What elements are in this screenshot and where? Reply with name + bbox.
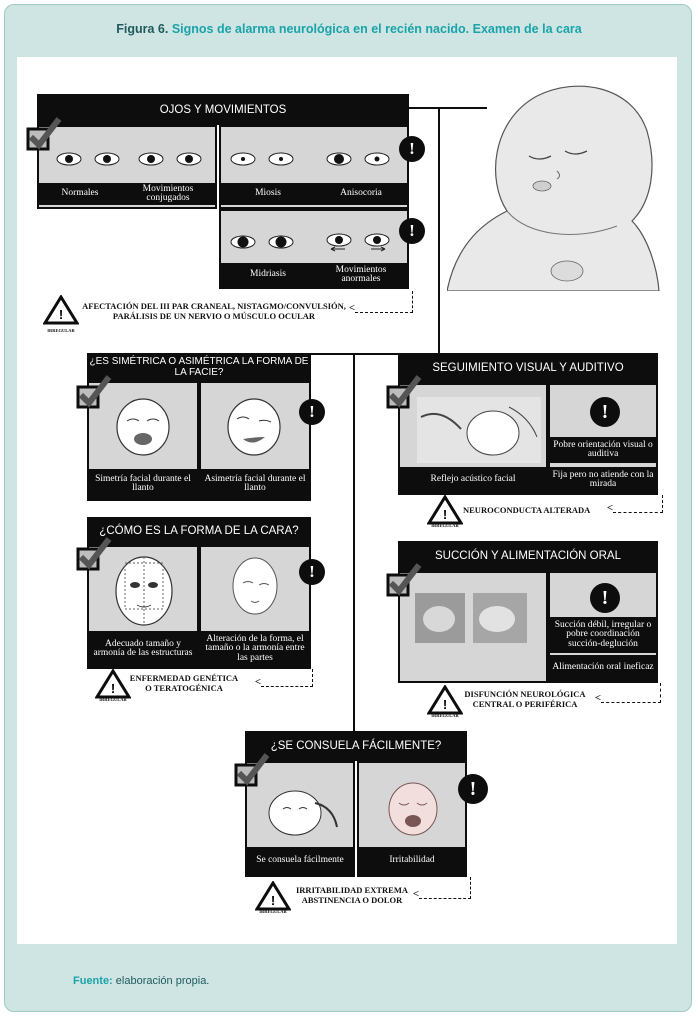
consuela-normal-caption: Se consuela fácilmente bbox=[247, 847, 353, 875]
consuela-header: ¿SE CONSUELA FÁCILMENTE? bbox=[245, 731, 467, 761]
succion-header: SUCCIÓN Y ALIMENTACIÓN ORAL bbox=[398, 541, 658, 571]
check-icon bbox=[75, 537, 115, 577]
connector-line bbox=[438, 107, 440, 355]
diagram-canvas bbox=[17, 57, 677, 944]
seguimiento-header: SEGUIMIENTO VISUAL Y AUDITIVO bbox=[398, 353, 658, 383]
dashed-connector bbox=[355, 291, 413, 313]
ojos-miosis-caption: Miosis bbox=[221, 183, 315, 205]
source-label: Fuente: bbox=[73, 975, 113, 987]
facie-abnormal-caption: Asimetría facial durante el llanto bbox=[201, 469, 309, 499]
connector-line bbox=[353, 353, 355, 733]
forma-normal-caption: Adecuado tamaño y armonía de las estructuras bbox=[89, 631, 197, 667]
ojos-normales-caption: Normales bbox=[39, 183, 121, 205]
forma-abnormal-caption: Alteración de la forma, el tamaño o la armonía entre las partes bbox=[201, 631, 309, 667]
figure-title bbox=[0, 22, 698, 36]
succion-abnormal-caption-2: Alimentación oral ineficaz bbox=[550, 655, 656, 681]
warning-icon: ! bbox=[590, 397, 620, 427]
asymmetric-crying-face-illustration bbox=[223, 395, 285, 457]
sucking-photos-illustration bbox=[415, 593, 529, 643]
ojos-anormales-caption: Movimientos anormales bbox=[315, 263, 407, 287]
figure-title-text: Signos de alarma neurológica en el recién nacido. Examen de la cara bbox=[171, 22, 582, 36]
dashed-connector bbox=[601, 683, 661, 703]
irregular-label: IRREGULAR bbox=[431, 713, 459, 718]
warning-icon: ! bbox=[590, 583, 620, 613]
source-text: elaboración propia. bbox=[115, 975, 210, 987]
irregular-label: IRREGULAR bbox=[431, 523, 459, 528]
figure-label: Figura 6. bbox=[116, 22, 169, 36]
dashed-connector bbox=[419, 877, 471, 899]
figure-source bbox=[73, 975, 209, 987]
ojos-midriasis-caption: Midriasis bbox=[221, 263, 315, 287]
eyes-miosis-icon bbox=[227, 149, 401, 169]
svg-text:!: ! bbox=[58, 307, 64, 322]
succion-warning-text: DISFUNCIÓN NEUROLÓGICA CENTRAL O PERIFÉRICA bbox=[464, 689, 586, 709]
forma-header: ¿CÓMO ES LA FORMA DE LA CARA? bbox=[87, 517, 311, 545]
seguimiento-abnormal-caption-1: Pobre orientación visual o auditiva bbox=[550, 437, 656, 463]
check-icon bbox=[75, 375, 115, 415]
dashed-connector bbox=[613, 495, 663, 513]
ojos-anisocoria-caption: Anisocoria bbox=[315, 183, 407, 205]
seguimiento-abnormal-caption-2: Fija pero no atiende con la mirada bbox=[550, 467, 656, 493]
consuela-abnormal-caption: Irritabilidad bbox=[359, 847, 465, 875]
irregular-warning-icon bbox=[43, 295, 79, 329]
svg-text:!: ! bbox=[442, 697, 448, 712]
dashed-arrow-icon: < bbox=[606, 502, 614, 514]
dashed-arrow-icon: < bbox=[348, 302, 356, 314]
ojos-warning-text: AFECTACIÓN DEL III PAR CRANEAL, NISTAGMO/CONVULSIÓN, PARÁLISIS DE UN NERVIO O MÚSCULO OCULAR bbox=[82, 301, 346, 321]
succion-abnormal-caption-1: Succión débil, irregular o pobre coordinación succión-deglución bbox=[550, 617, 656, 653]
irregular-label: IRREGULAR bbox=[47, 328, 75, 333]
dashed-arrow-icon: < bbox=[254, 676, 262, 688]
dashed-arrow-icon: < bbox=[594, 692, 602, 704]
warning-icon: ! bbox=[399, 218, 425, 244]
dashed-arrow-icon: < bbox=[412, 888, 420, 900]
eyes-midriasis-icon bbox=[227, 232, 401, 252]
ojos-conjugados-caption: Movimientos conjugados bbox=[121, 183, 215, 205]
facie-header: ¿ES SIMÉTRICA O ASIMÉTRICA LA FORMA DE LA FACIE? bbox=[87, 353, 311, 381]
warning-icon: ! bbox=[399, 136, 425, 162]
irregular-label: IRREGULAR bbox=[99, 697, 127, 702]
svg-text:!: ! bbox=[110, 681, 116, 696]
irregular-label: IRREGULAR bbox=[259, 909, 287, 914]
acoustic-reflex-illustration bbox=[417, 397, 541, 463]
consuela-warning-text: IRRITABILIDAD EXTREMA ABSTINENCIA O DOLOR bbox=[295, 885, 408, 905]
seguimiento-normal-caption: Reflejo acústico facial bbox=[400, 467, 546, 493]
altered-face-illustration bbox=[225, 553, 285, 619]
dashed-connector bbox=[261, 669, 313, 687]
newborn-illustration bbox=[447, 71, 663, 291]
crying-baby-illustration bbox=[383, 779, 443, 839]
facie-normal-caption: Simetría facial durante el llanto bbox=[89, 469, 197, 499]
warning-icon: ! bbox=[299, 559, 325, 585]
forma-warning-text: ENFERMEDAD GENÉTICA O TERATOGÉNICA bbox=[129, 673, 239, 693]
symmetric-crying-face-illustration bbox=[113, 395, 173, 457]
seguimiento-warning-text: NEUROCONDUCTA ALTERADA bbox=[463, 505, 591, 515]
ojos-header: OJOS Y MOVIMIENTOS bbox=[37, 94, 409, 125]
svg-text:!: ! bbox=[442, 507, 448, 522]
warning-icon: ! bbox=[299, 399, 325, 425]
calm-baby-illustration bbox=[255, 783, 347, 843]
warning-icon: ! bbox=[458, 774, 488, 804]
facial-proportions-diagram bbox=[113, 553, 175, 627]
svg-text:!: ! bbox=[270, 893, 276, 908]
eyes-normal-icon bbox=[55, 149, 215, 169]
